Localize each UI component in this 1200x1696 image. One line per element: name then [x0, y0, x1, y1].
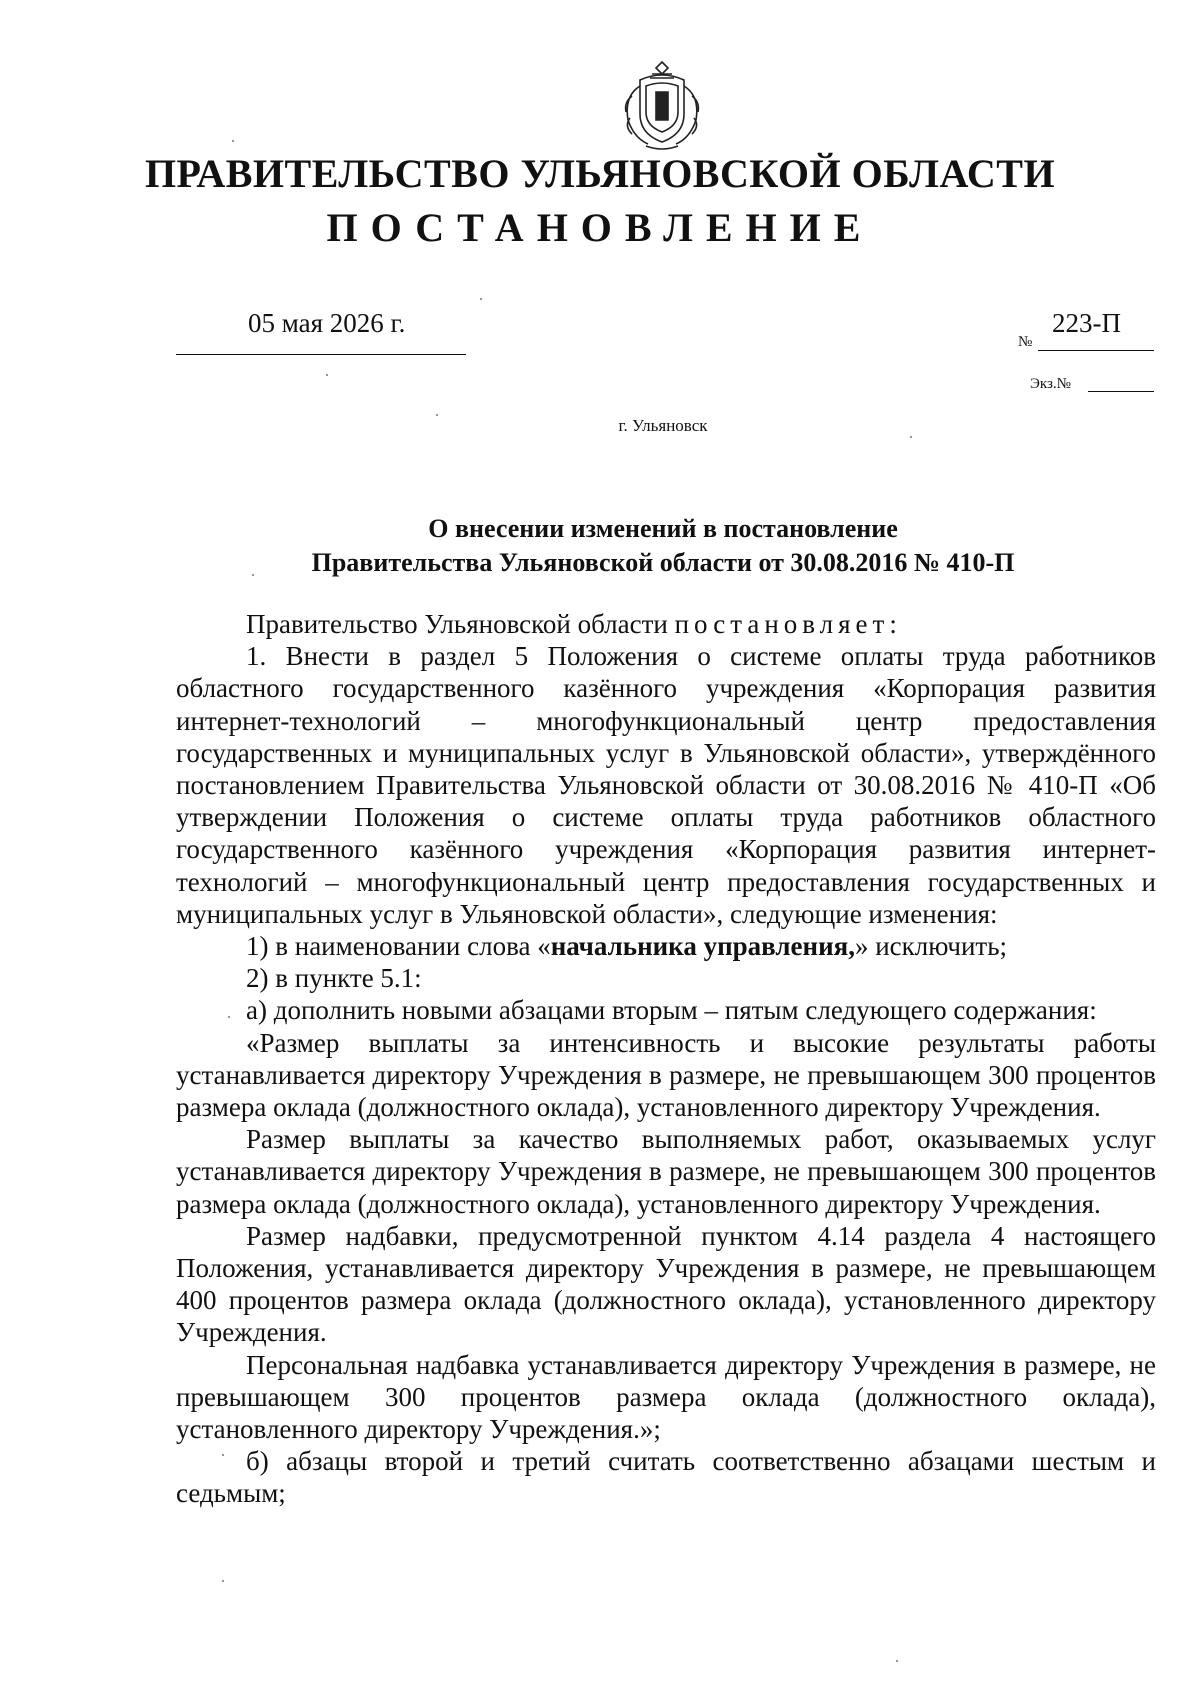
scan-speck: [436, 414, 438, 416]
scan-speck: [480, 298, 482, 300]
p2-bold-words: начальника управления,: [550, 931, 855, 962]
paragraph-6: Размер выплаты за качество выполняемых работ, оказываемых услуг устанавливается директору Учреждения в размере, не превышающем 300 процентов размера оклада (должностного оклада), установленного директору Учреждения.: [176, 1124, 1156, 1219]
paragraph-8: Персональная надбавка устанавливается директору Учреждения в размере, не превышающем 300 процентов размера оклада (должностного оклада), установленного директору Учреждения.»;: [176, 1349, 1156, 1445]
subject-line-2: Правительства Ульяновской области от 30.08.2016 № 410-П: [311, 548, 1015, 577]
intro-paragraph: [176, 608, 1156, 640]
city: г. Ульяновск: [618, 416, 708, 435]
document-type: ПОСТАНОВЛЕНИЕ: [326, 205, 874, 250]
paragraph-5: «Размер выплаты за интенсивность и высокие результаты работы устанавливается директору Учреждения в размере, не превышающем 300 процентов размера оклада (должностного оклада), установленного директору Учреждения.: [176, 1027, 1156, 1123]
intro-suffix: :: [889, 609, 897, 639]
scan-speck: [252, 574, 254, 576]
p2-suffix: » исключить;: [854, 931, 1008, 962]
paragraph-3: 2) в пункте 5.1:: [246, 963, 422, 994]
intro-spaced-verb: постановляет: [674, 609, 890, 639]
scan-speck: [896, 1660, 898, 1662]
paragraph-2: [176, 930, 1156, 962]
paragraph-9: б) абзацы второй и третий считать соответственно абзацами шестым и седьмым;: [176, 1446, 1156, 1509]
subject-line-1: О внесении изменений в постановление: [428, 514, 898, 543]
copy-number-underline: [1088, 391, 1154, 392]
scan-speck: [228, 1016, 230, 1018]
scan-speck: [326, 374, 328, 376]
scan-speck: [232, 140, 234, 142]
paragraph-1: 1. Внести в раздел 5 Положения о системе оплаты труда работников областного государственного казённого учреждения «Корпорация развития интернет-технологий – многофункциональный центр предоставления государственных и муниципальных услуг в Ульяновской области», утверждённого постановлением Правительства Ульяновской области от 30.08.2016 № 410-П «Об утверждении Положения о системе оплаты труда работников областного государственного казённого учреждения «Корпорация развития интернет-технологий – многофункциональный центр предоставления государственных и муниципальных услуг в Ульяновской области», следующие изменения:: [176, 641, 1156, 929]
number-label: №: [1018, 334, 1033, 350]
paragraph-4: а) дополнить новыми абзацами вторым – пятым следующего содержания:: [246, 995, 1097, 1026]
intro-text: Правительство Ульяновской области: [246, 609, 675, 639]
copy-number-label: Экз.№: [1030, 376, 1071, 392]
scan-speck: [910, 436, 912, 438]
document-date: 05 мая 2026 г.: [248, 308, 406, 338]
scan-speck: [222, 1454, 224, 1456]
date-underline: [176, 354, 466, 355]
government-title: ПРАВИТЕЛЬСТВО УЛЬЯНОВСКОЙ ОБЛАСТИ: [144, 151, 1056, 196]
number-underline: [1038, 350, 1154, 351]
coat-of-arms-icon: [612, 56, 712, 156]
document-body: [176, 608, 1156, 1510]
paragraph-7: Размер надбавки, предусмотренной пунктом 4.14 раздела 4 настоящего Положения, устанавливается директору Учреждения в размере, не превышающем 400 процентов размера оклада (должностного оклада), установленного директору Учреждения.: [176, 1220, 1156, 1348]
document-subject: [0, 512, 1200, 580]
p2-prefix: 1) в наименовании слова «: [246, 931, 551, 962]
document-number: 223-П: [1052, 308, 1121, 338]
scan-speck: [222, 1580, 224, 1582]
